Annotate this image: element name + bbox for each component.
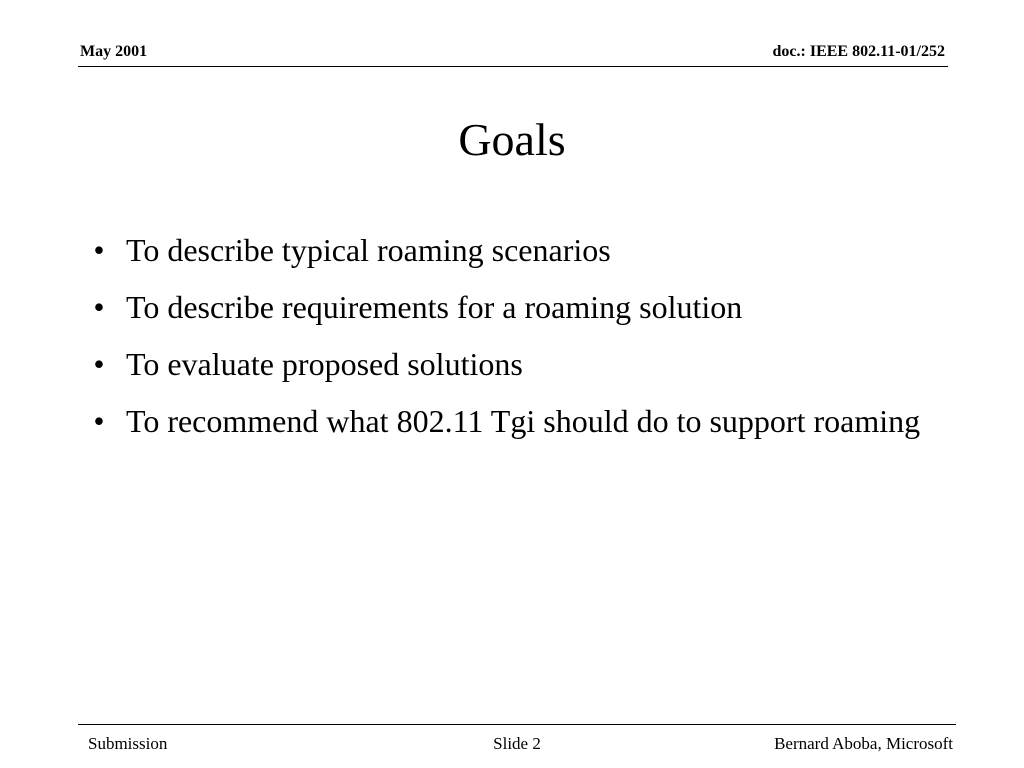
footer-slide-number: Slide 2 — [493, 734, 541, 753]
bullet-marker: • — [93, 289, 105, 325]
header-date: May 2001 — [80, 43, 148, 60]
slide-title: Goals — [458, 114, 566, 165]
bullet-item — [84, 346, 924, 383]
footer-submission: Submission — [88, 734, 168, 753]
bullet-text: To describe typical roaming scenarios — [126, 232, 611, 268]
bullet-text: To recommend what 802.11 Tgi should do to support roaming — [126, 403, 921, 439]
footer-divider — [78, 724, 956, 725]
bullet-item — [84, 403, 924, 440]
bullet-item — [84, 289, 924, 326]
bullet-marker: • — [93, 232, 105, 268]
bullet-marker: • — [93, 346, 105, 382]
bullet-list — [84, 232, 924, 460]
bullet-item — [84, 232, 924, 269]
footer-author: Bernard Aboba, Microsoft — [774, 734, 953, 753]
bullet-text: To describe requirements for a roaming solution — [126, 289, 743, 325]
header-divider — [78, 66, 948, 67]
header-doc-id: doc.: IEEE 802.11-01/252 — [772, 43, 945, 60]
bullet-marker: • — [93, 403, 105, 439]
bullet-text: To evaluate proposed solutions — [126, 346, 523, 382]
